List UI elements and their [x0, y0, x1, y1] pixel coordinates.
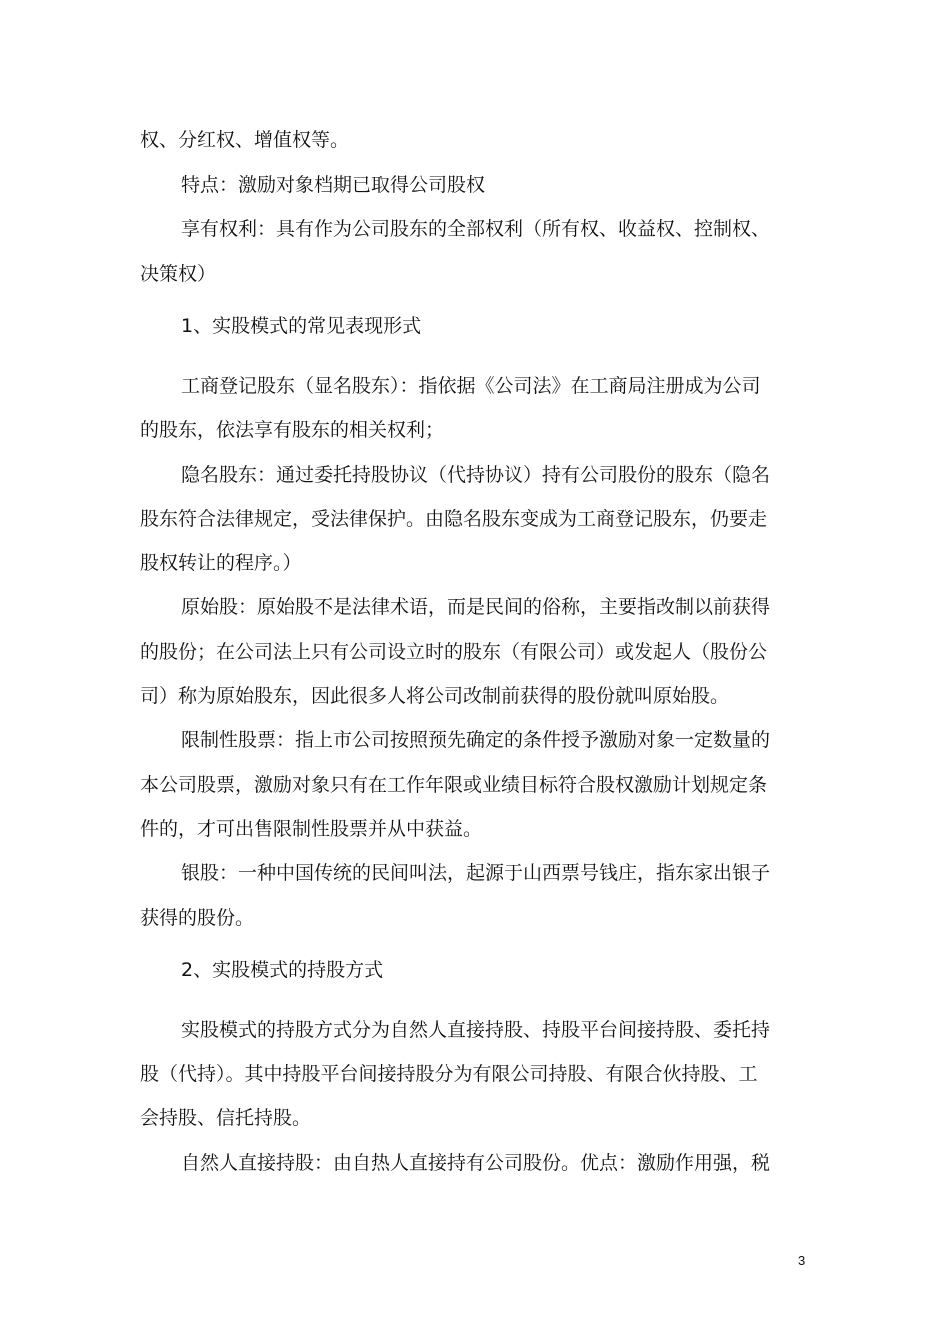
text-line: 本公司股票，激励对象只有在工作年限或业绩目标符合股权激励计划规定条 [140, 774, 768, 796]
text-line: 限制性股票：指上市公司按照预先确定的条件授予激励对象一定数量的 [181, 729, 771, 751]
text-line: 隐名股东：通过委托持股协议（代持协议）持有公司股份的股东（隐名 [181, 464, 771, 486]
text-line: 件的，才可出售限制性股票并从中获益。 [140, 818, 483, 840]
text-line: 会持股、信托持股。 [140, 1107, 312, 1129]
section-heading: 2、实股模式的持股方式 [181, 959, 384, 981]
text-line: 股东符合法律规定，受法律保护。由隐名股东变成为工商登记股东，仍要走 [140, 508, 768, 530]
text-line: 司）称为原始股东，因此很多人将公司改制前获得的股份就叫原始股。 [140, 685, 730, 707]
text-line: 工商登记股东（显名股东）：指依据《公司法》在工商局注册成为公司 [181, 375, 761, 397]
text-line: 原始股：原始股不是法律术语，而是民间的俗称，主要指改制以前获得 [181, 596, 771, 618]
text-line: 享有权利：具有作为公司股东的全部权利（所有权、收益权、控制权、 [181, 218, 771, 240]
text-line: 实股模式的持股方式分为自然人直接持股、持股平台间接持股、委托持 [181, 1019, 771, 1041]
text-line: 决策权） [140, 263, 217, 285]
text-line: 股（代持）。其中持股平台间接持股分为有限公司持股、有限合伙持股、工 [140, 1063, 758, 1085]
text-line: 自然人直接持股：由自热人直接持有公司股份。优点：激励作用强，税 [181, 1152, 771, 1174]
section-heading: 1、实股模式的常见表现形式 [181, 315, 422, 337]
text-line: 的股份；在公司法上只有公司设立时的股东（有限公司）或发起人（股份公 [140, 641, 768, 663]
text-line: 股权转让的程序。） [140, 552, 302, 574]
page-number: 3 [798, 1253, 806, 1268]
text-line: 银股：一种中国传统的民间叫法，起源于山西票号钱庄，指东家出银子 [181, 862, 771, 884]
text-line: 获得的股份。 [140, 907, 255, 929]
text-line: 特点：激励对象档期已取得公司股权 [181, 174, 486, 196]
text-line: 权、分红权、增值权等。 [140, 129, 350, 151]
text-line: 的股东，依法享有股东的相关权利； [140, 419, 445, 441]
